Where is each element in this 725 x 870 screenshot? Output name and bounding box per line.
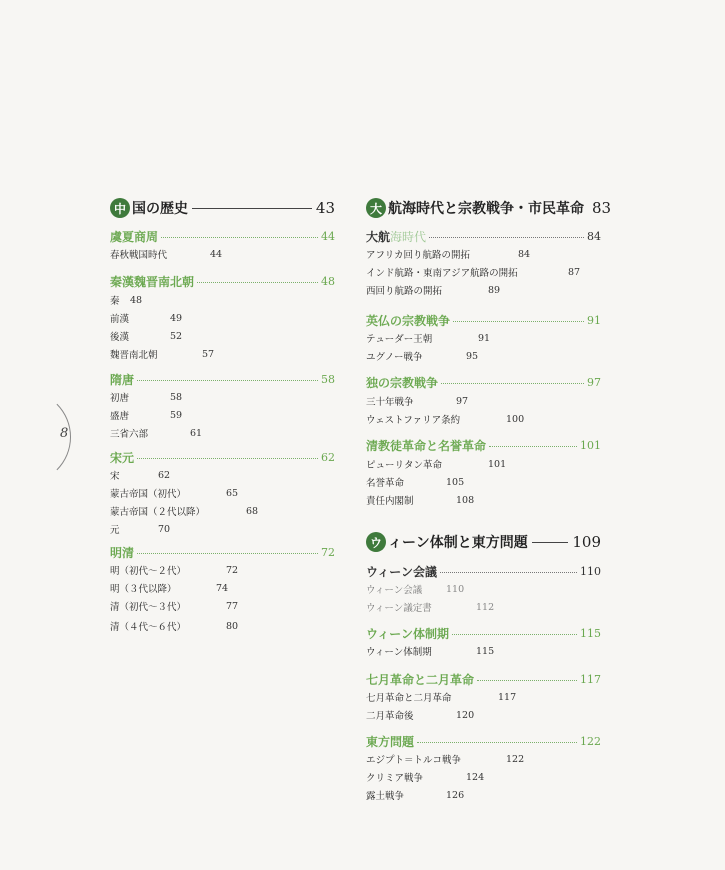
toc-item[interactable] <box>366 282 501 298</box>
section-page: 97 <box>587 375 601 389</box>
item-label: テューダー王朝 <box>366 334 433 345</box>
toc-item[interactable] <box>110 246 223 262</box>
toc-item[interactable] <box>110 310 183 326</box>
item-page: 126 <box>446 789 465 801</box>
item-label: 蒙古帝国（２代以降） <box>110 507 206 518</box>
item-page: 52 <box>170 330 183 342</box>
section-page: 48 <box>321 274 335 288</box>
item-label: 清（初代〜３代） <box>110 602 187 613</box>
leader-dots <box>452 634 577 635</box>
leader-dots <box>137 458 318 459</box>
item-page: 84 <box>518 248 531 260</box>
item-page: 97 <box>456 395 469 407</box>
section-title: 宋元 <box>110 450 135 465</box>
section-page: 84 <box>587 229 601 243</box>
section-title: 隋唐 <box>110 372 135 387</box>
item-label: 二月革命後 <box>366 711 414 722</box>
chapter-china[interactable] <box>110 196 335 220</box>
item-label: 三十年戦争 <box>366 397 414 408</box>
section-title: 東方問題 <box>366 734 415 749</box>
item-page: 108 <box>456 494 475 506</box>
item-label: ユグノー戦争 <box>366 352 423 363</box>
item-label: 魏晋南北朝 <box>110 350 158 361</box>
section-title: 秦漢魏晋南北朝 <box>110 274 195 289</box>
item-label: 西回り航路の開拓 <box>366 286 443 297</box>
item-page: 87 <box>568 266 581 278</box>
item-label: 前漢 <box>110 314 130 325</box>
chapter-title: 国の歴史 <box>132 201 188 217</box>
leader-dots <box>429 237 584 238</box>
item-label: 名誉革命 <box>366 478 405 489</box>
item-page: 115 <box>476 645 495 657</box>
section-title: 明清 <box>110 545 135 560</box>
item-label: ウィーン議定書 <box>366 603 432 614</box>
toc-item[interactable] <box>110 598 239 614</box>
item-label: 三省六部 <box>110 429 149 440</box>
item-label: ピューリタン革命 <box>366 460 443 471</box>
item-label: 蒙古帝国（初代） <box>110 489 187 500</box>
item-page: 62 <box>158 469 171 481</box>
toc-item[interactable] <box>366 264 581 280</box>
item-label: 春秋戦国時代 <box>110 250 168 261</box>
item-page: 61 <box>190 427 203 439</box>
item-label: 元 <box>110 525 120 536</box>
item-page: 124 <box>466 771 485 783</box>
item-page: 59 <box>170 409 183 421</box>
item-page: 91 <box>478 332 491 344</box>
section-heading[interactable] <box>366 562 601 580</box>
chapter-badge: 中 <box>110 198 130 218</box>
section-page: 117 <box>580 672 601 686</box>
toc-item[interactable] <box>366 393 469 409</box>
leader-dots <box>161 237 318 238</box>
section-heading[interactable] <box>110 272 335 290</box>
item-page: 110 <box>446 583 465 595</box>
item-page: 95 <box>466 350 479 362</box>
toc-item[interactable] <box>366 787 465 803</box>
section-page: 62 <box>321 450 335 464</box>
toc-item[interactable] <box>110 328 183 344</box>
item-label: 責任内閣制 <box>366 496 414 507</box>
item-page: 44 <box>210 248 223 260</box>
item-page: 89 <box>488 284 501 296</box>
item-page: 120 <box>456 709 475 721</box>
section-heading[interactable] <box>366 436 601 454</box>
toc-item[interactable] <box>366 411 525 427</box>
toc-item[interactable] <box>366 330 491 346</box>
item-label: 明（初代〜２代） <box>110 566 187 577</box>
chapter-rule <box>532 542 569 543</box>
leader-dots <box>137 380 318 381</box>
section-page: 110 <box>580 564 601 578</box>
toc-item[interactable] <box>366 456 507 472</box>
toc-item[interactable] <box>366 348 479 364</box>
item-page: 105 <box>446 476 465 488</box>
item-page: 72 <box>226 564 239 576</box>
item-label: 明（３代以降） <box>110 584 177 595</box>
item-page: 74 <box>216 582 229 594</box>
section-heading[interactable] <box>110 448 335 466</box>
item-page: 101 <box>488 458 507 470</box>
section-page: 58 <box>321 372 335 386</box>
item-page: 80 <box>226 620 239 632</box>
section-title: 七月革命と二月革命 <box>366 672 475 687</box>
section-title: 独の宗教戦争 <box>366 375 439 390</box>
toc-item[interactable] <box>110 618 239 634</box>
item-page: 65 <box>226 487 239 499</box>
section-title: ウィーン会議 <box>366 564 438 579</box>
section-page: 44 <box>321 229 335 243</box>
toc-item[interactable] <box>366 643 495 659</box>
toc-item[interactable] <box>110 562 239 578</box>
item-label: 盛唐 <box>110 411 130 422</box>
chapter-age-of-discovery[interactable] <box>366 196 612 220</box>
toc-item[interactable] <box>110 425 203 441</box>
item-page: 57 <box>202 348 215 360</box>
item-label: エジプト＝トルコ戦争 <box>366 755 462 766</box>
toc-item[interactable] <box>366 492 475 508</box>
section-heading[interactable] <box>366 732 601 750</box>
item-page: 112 <box>476 601 495 613</box>
item-label: ウィーン体制期 <box>366 647 432 658</box>
section-heading[interactable] <box>366 311 601 329</box>
item-page: 68 <box>246 505 259 517</box>
toc-item[interactable] <box>366 474 465 490</box>
page-number: 8 <box>60 426 69 441</box>
section-page: 115 <box>580 626 601 640</box>
toc-item[interactable] <box>110 407 183 423</box>
toc-item[interactable] <box>366 751 525 767</box>
item-page: 77 <box>226 600 239 612</box>
toc-item[interactable] <box>110 485 239 501</box>
item-label: クリミア戦争 <box>366 773 424 784</box>
toc-item[interactable] <box>366 599 495 615</box>
item-label: 秦 <box>110 296 120 307</box>
chapter-badge: 大 <box>366 198 386 218</box>
toc-item[interactable] <box>366 246 531 262</box>
item-label: 七月革命と二月革命 <box>366 693 452 704</box>
item-label: 後漢 <box>110 332 130 343</box>
section-title: ウィーン体制期 <box>366 626 450 641</box>
section-title: 虞夏商周 <box>110 229 159 244</box>
item-page: 49 <box>170 312 183 324</box>
section-title: 清教徒革命と名誉革命 <box>366 438 487 453</box>
section-heading[interactable] <box>366 373 601 391</box>
section-page: 72 <box>321 545 335 559</box>
item-page: 117 <box>498 691 517 703</box>
leader-dots <box>477 680 577 681</box>
chapter-page: 83 <box>592 199 612 217</box>
chapter-vienna-system[interactable] <box>366 530 601 554</box>
section-heading[interactable] <box>110 227 335 245</box>
chapter-title: ィーン体制と東方問題 <box>388 535 528 551</box>
leader-dots <box>417 742 577 743</box>
leader-dots <box>489 446 577 447</box>
toc-item[interactable] <box>366 769 485 785</box>
leader-dots <box>137 553 318 554</box>
section-heading[interactable] <box>366 624 601 642</box>
chapter-page: 109 <box>572 533 601 551</box>
leader-dots <box>441 383 584 384</box>
item-page: 70 <box>158 523 171 535</box>
toc-item[interactable] <box>110 580 229 596</box>
toc-item[interactable] <box>110 467 171 483</box>
item-label: 露土戦争 <box>366 791 405 802</box>
leader-dots <box>197 282 318 283</box>
section-title <box>366 228 426 245</box>
section-title: 英仏の宗教戦争 <box>366 313 451 328</box>
item-label: インド航路・東南アジア航路の開拓 <box>366 268 518 279</box>
chapter-page: 43 <box>315 199 335 217</box>
toc-item[interactable] <box>366 707 475 723</box>
section-heading[interactable] <box>110 370 335 388</box>
toc-item[interactable] <box>110 389 183 405</box>
section-title-faded: 海時代 <box>390 229 427 244</box>
section-page: 101 <box>580 438 601 452</box>
leader-dots <box>440 572 577 573</box>
item-label: 初唐 <box>110 393 130 404</box>
chapter-title: 航海時代と宗教戦争・市民革命 <box>388 201 584 217</box>
chapter-rule <box>192 208 312 209</box>
toc-item[interactable] <box>110 521 171 537</box>
item-page: 100 <box>506 413 525 425</box>
item-label: ウェストファリア条約 <box>366 415 461 426</box>
toc-item[interactable] <box>366 689 517 705</box>
section-heading[interactable] <box>110 543 335 561</box>
item-label: 宋 <box>110 471 120 482</box>
section-page: 122 <box>580 734 601 748</box>
item-page: 58 <box>170 391 183 403</box>
toc-item[interactable] <box>110 346 215 362</box>
chapter-badge: ウ <box>366 532 386 552</box>
leader-dots <box>453 321 584 322</box>
toc-item[interactable] <box>110 503 259 519</box>
toc-item[interactable] <box>110 292 143 308</box>
section-heading[interactable] <box>366 670 601 688</box>
section-title-main: 大航 <box>366 229 391 244</box>
item-label: アフリカ回り航路の開拓 <box>366 250 471 261</box>
section-heading[interactable] <box>366 227 601 245</box>
item-page: 122 <box>506 753 525 765</box>
item-label: ウィーン会議 <box>366 585 423 596</box>
item-page: 48 <box>130 294 143 306</box>
toc-item[interactable] <box>366 581 465 597</box>
section-page: 91 <box>587 313 601 327</box>
item-label: 清（４代〜６代） <box>110 622 187 633</box>
